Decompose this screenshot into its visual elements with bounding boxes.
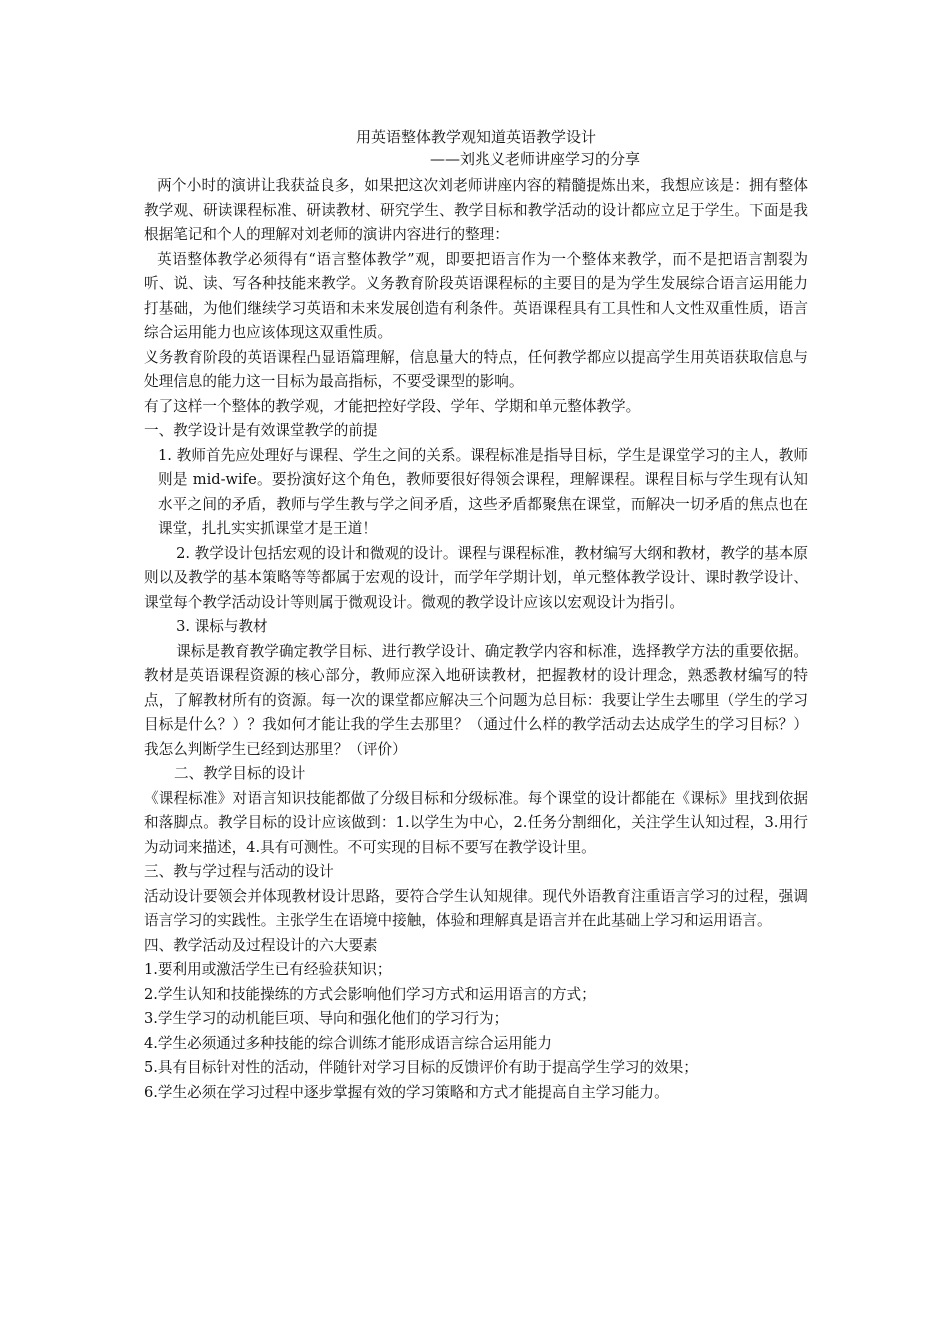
section-1-item-3-heading: 3. 课标与教材 xyxy=(176,618,268,635)
section-1-item-3: 课标是教育教学确定教学目标、进行教学设计、确定教学内容和标准，选择教学方法的重要依据。教材是英语课程资源的核心部分，教师应深入地研读教材，把握教材的设计理念，熟悉教材编写的特点，了解教材所有的资源。每一次的课堂都应解决三个问题为总目标：我要让学生去哪里（学生的学习目标是什么？）？我如何才能让我的学生去那里？（通过什么样的教学活动去达成学生的学习目标？）我怎么判断学生已经到达那里？（评价） xyxy=(144,642,808,758)
list-item: 1.要利用或激活学生已有经验获知识； xyxy=(144,961,392,978)
list-item: 6.学生必须在学习过程中逐步掌握有效的学习策略和方式才能提高自主学习能力。 xyxy=(144,1083,669,1101)
section-heading-3: 三、教与学过程与活动的设计 xyxy=(144,863,334,880)
document-subtitle: ——刘兆义老师讲座学习的分享 xyxy=(429,150,640,168)
section-1-item-1: 1. 教师首先应处理好与课程、学生之间的关系。课程标准是指导目标，学生是课堂学习的主人，教师则是 mid-wife。要扮演好这个角色，教师要很好得领会课程，理解课程。课程目标与学生现有认知水平之间的矛盾，教师与学生教与学之间矛盾，这些矛盾都聚焦在课堂，而解决一切矛盾的焦点也在课堂，扎扎实实抓课堂才是王道！ xyxy=(158,446,808,537)
document-title: 用英语整体教学观知道英语教学设计 xyxy=(355,128,596,146)
list-item: 5.具有目标针对性的活动，伴随针对学习目标的反馈评价有助于提高学生学习的效果； xyxy=(144,1059,698,1076)
list-item: 4.学生必须通过多种技能的综合训练才能形成语言综合运用能力 xyxy=(144,1034,552,1052)
document-page xyxy=(144,126,808,1105)
section-heading-4: 四、教学活动及过程设计的六大要素 xyxy=(144,936,378,954)
list-item: 2.学生认知和技能操练的方式会影响他们学习方式和运用语言的方式； xyxy=(144,985,596,1003)
section-heading-1: 一、教学设计是有效课堂教学的前提 xyxy=(144,422,378,439)
paragraph-intro: 两个小时的演讲让我获益良多，如果把这次刘老师讲座内容的精髓提炼出来，我想应该是：拥有整体教学观、研读课程标准、研读教材、研究学生、教学目标和教学活动的设计都应立足于学生。下面是我根据笔记和个人的理解对刘老师的演讲内容进行的整理： xyxy=(144,177,808,243)
paragraph-holistic-control: 有了这样一个整体的教学观，才能把控好学段、学年、学期和单元整体教学。 xyxy=(144,397,641,415)
section-heading-2: 二、教学目标的设计 xyxy=(174,765,306,782)
section-2-body: 《课程标准》对语言知识技能都做了分级目标和分级标准。每个课堂的设计都能在《课标》里找到依据和落脚点。教学目标的设计应该做到：1.以学生为中心，2.任务分割细化，关注学生认知过程，3.用行为动词来描述，4.具有可测性。不可实现的目标不要写在教学设计里。 xyxy=(144,789,808,856)
paragraph-compulsory-education: 义务教育阶段的英语课程凸显语篇理解，信息量大的特点，任何教学都应以提高学生用英语获取信息与处理信息的能力这一目标为最高指标，不要受课型的影响。 xyxy=(144,348,808,390)
section-3-body: 活动设计要领会并体现教材设计思路，要符合学生认知规律。现代外语教育注重语言学习的过程，强调语言学习的实践性。主张学生在语境中接触，体验和理解真是语言并在此基础上学习和运用语言。 xyxy=(144,887,808,929)
paragraph-holistic-view: 英语整体教学必须得有“语言整体教学”观，即要把语言作为一个整体来教学，而不是把语言割裂为听、说、读、写各种技能来教学。义务教育阶段英语课程标的主要目的是为学生发展综合语言运用能力打基础，为他们继续学习英语和未来发展创造有利条件。英语课程具有工具性和人文性双重性质，语言综合运用能力也应该体现这双重性质。 xyxy=(144,250,808,341)
list-item: 3.学生学习的动机能巨项、导向和强化他们的学习行为； xyxy=(144,1010,509,1027)
section-1-item-2: 2. 教学设计包括宏观的设计和微观的设计。课程与课程标准，教材编写大纲和教材，教学的基本原则以及教学的基本策略等等都属于宏观的设计，而学年学期计划，单元整体教学设计、课时教学设计、课堂每个教学活动设计等则属于微观设计。微观的教学设计应该以宏观设计为指引。 xyxy=(144,544,808,611)
